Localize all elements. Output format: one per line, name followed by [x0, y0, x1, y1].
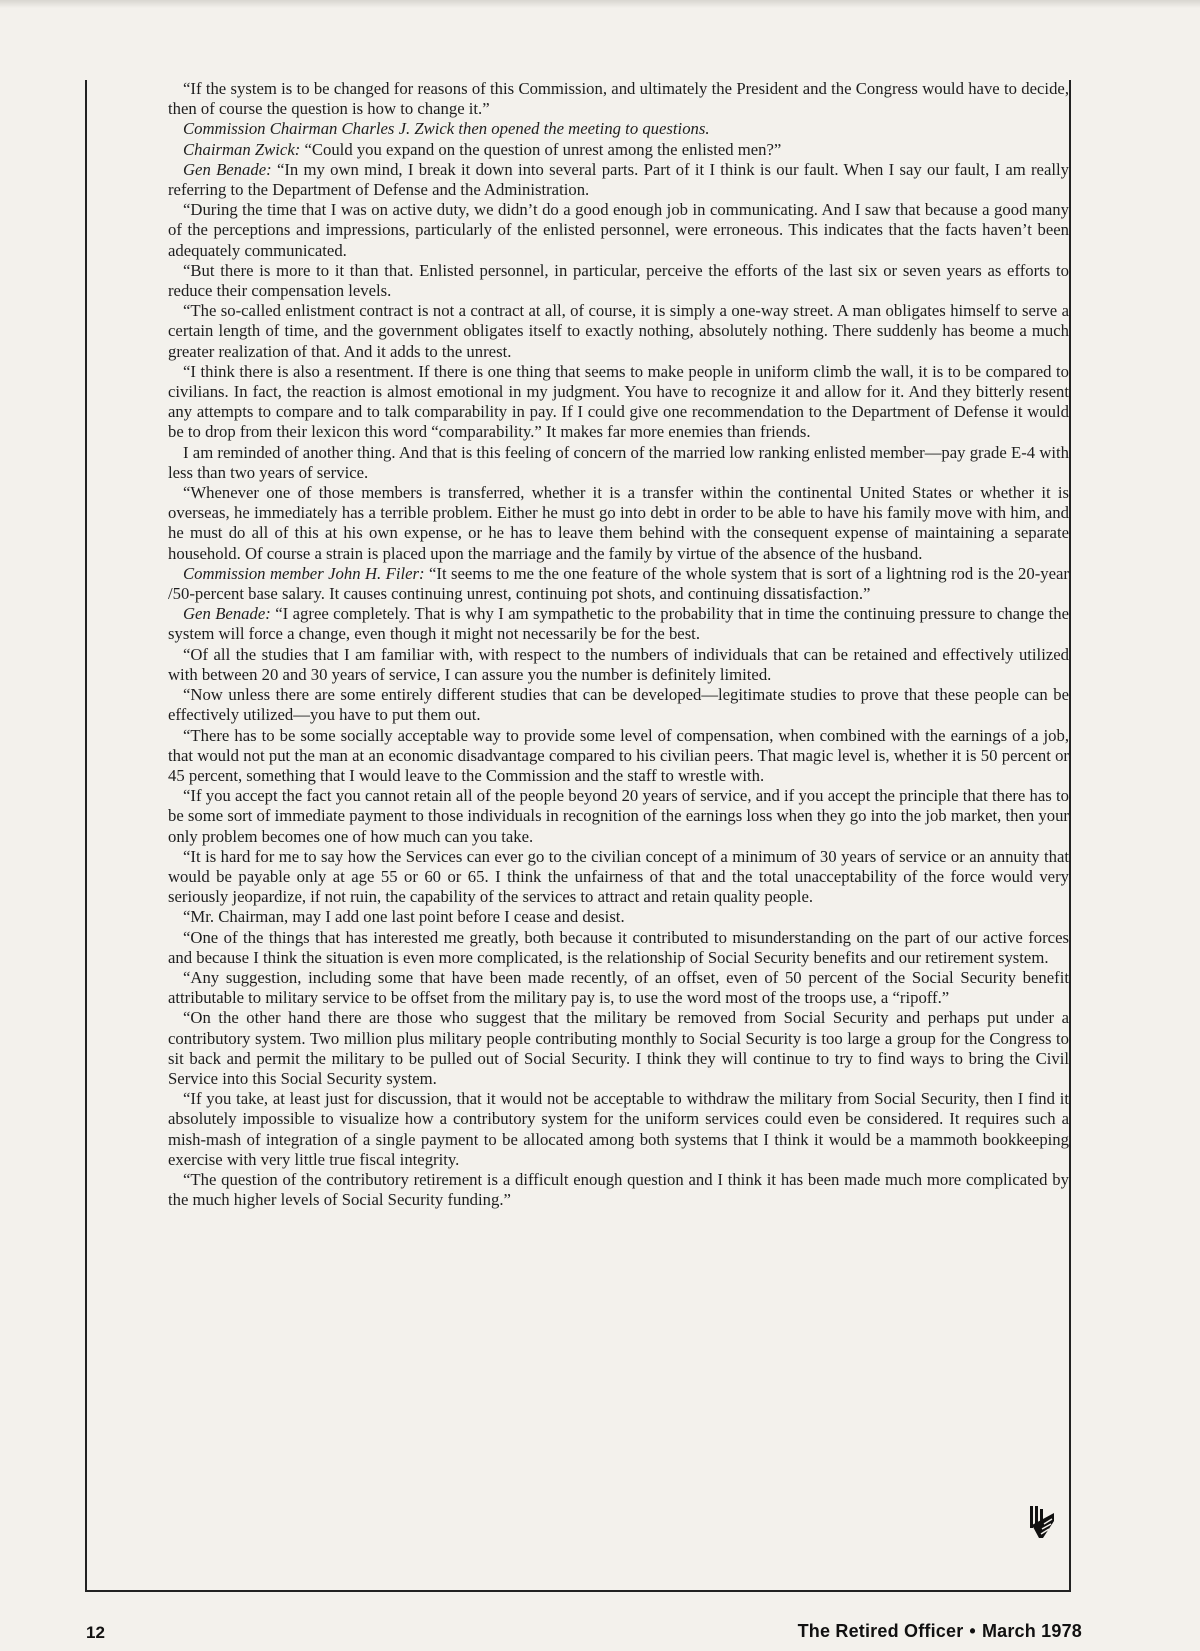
paragraph: “One of the things that has interested me greatly, both because it contributed to misunderstanding on the part of our active forces and because I think the situation is even more complicated, is the relationship of Social Security benefits and our retirement system. [168, 927, 1069, 967]
paragraph: “Now unless there are some entirely different studies that can be developed—legitimate studies to prove that these people can be effectively utilized—you have to put them out. [168, 685, 1069, 725]
paragraph: “The question of the contributory retirement is a difficult enough question and I think it has been made much more complicated by the much higher levels of Social Security funding.” [168, 1169, 1069, 1210]
magazine-title: The Retired Officer [797, 1621, 964, 1641]
paragraph: Gen Benade: “In my own mind, I break it down into several parts. Part of it I think is our fault. When I say our fault, I am really referring to the Department of Defense and the Administration. [168, 159, 1069, 200]
paragraph: “But there is more to it than that. Enlisted personnel, in particular, perceive the efforts of the last six or seven years as efforts to reduce their compensation levels. [168, 260, 1069, 301]
paragraph: “On the other hand there are those who suggest that the military be removed from Social Security and perhaps put under a contributory system. Two million plus military people contributing monthly to Social Security is too large a group for the Congress to sit back and permit the military to be pulled out of Social Security. I think they will continue to try to find ways to bring the Civil Service into this Social Security system. [168, 1008, 1069, 1088]
paragraph: “I think there is also a resentment. If there is one thing that seems to make people in uniform climb the wall, it is to be compared to civilians. In fact, the reaction is almost emotional in my judgment. You have to recognize it and allow for it. And they bitterly resent any attempts to compare and to talk comparability in pay. If I could give one recommendation to the Department of Defense it would be to drop from their lexicon this word “comparability.” It makes far more enemies than friends. [168, 361, 1069, 442]
scan-edge [0, 0, 1200, 8]
paragraph: “Mr. Chairman, may I add one last point before I cease and desist. [183, 907, 625, 927]
paragraph: “Of all the studies that I am familiar with, with respect to the numbers of individuals that can be retained and effectively utilized with between 20 and 30 years of service, I can assure you the number is definitely limited. [168, 644, 1069, 684]
paragraph: “If you accept the fact you cannot retain all of the people beyond 20 years of service, and if you accept the principle that there has to be some sort of immediate payment to those individuals in recognition of the earnings loss when they go into the job market, then your only problem becomes one of how much can you take. [168, 786, 1069, 846]
paragraph: I am reminded of another thing. And that is this feeling of concern of the married low ranking enlisted member—pay grade E-4 with less than two years of service. [168, 442, 1069, 482]
issue-date: March 1978 [981, 1621, 1082, 1641]
paragraph: “The so-called enlistment contract is not a contract at all, of course, it is simply a one-way street. A man obligates himself to serve a certain length of time, and the government obligates itself to exactly nothing, absolutely nothing. There suddenly has beome a much greater realization of that. And it adds to the unrest. [168, 301, 1069, 361]
separator-bullet: • [969, 1621, 976, 1641]
paragraph: Commission Chairman Charles J. Zwick then opened the meeting to questions. [183, 119, 710, 139]
paragraph: “If you take, at least just for discussion, that it would not be acceptable to withdraw the military from Social Security, then I find it absolutely impossible to visualize how a contributory system for the uniform services could even be considered. It requires such a mish-mash of integration of a single payment to be allocated among both systems that I think it would be a mammoth bookkeeping exercise with very little true fiscal integrity. [168, 1089, 1069, 1169]
paragraph: Commission member John H. Filer: “It seems to me the one feature of the whole system that is sort of a lightning rod is the 20-year /50-percent base salary. It causes continuing unrest, continuing pot shots, and continuing dissatisfaction.” [168, 563, 1069, 604]
paragraph: “During the time that I was on active duty, we didn’t do a good enough job in communicating. And I saw that because a good many of the perceptions and impressions, particularly of the enlisted personnel, were erroneous. This indicates that the facts haven’t been adequately communicated. [168, 200, 1069, 260]
paragraph: “It is hard for me to say how the Services can ever go to the civilian concept of a minimum of 30 years of service or an annuity that would be payable only at age 55 or 60 or 65. I think the unfairness of that and the total unacceptability of the force would very seriously jeopardize, if not ruin, the capability of the services to attract and retain quality people. [168, 846, 1069, 907]
publication-footer [798, 1621, 1082, 1642]
paragraph: “There has to be some socially acceptable way to provide some level of compensation, when combined with the earnings of a job, that would not put the man at an economic disadvantage compared to his civilian peers. That magic level is, whether it is 50 percent or 45 percent, something that I would leave to the Commission and the staff to wrestle with. [168, 725, 1069, 785]
paragraph: Gen Benade: “I agree completely. That is why I am sympathetic to the probability that in time the continuing pressure to change the system will force a change, even though it might not necessarily be for the best. [168, 604, 1069, 644]
paragraph: Chairman Zwick: “Could you expand on the question of unrest among the enlisted men?” [183, 139, 782, 159]
paragraph: “Any suggestion, including some that have been made recently, of an offset, even of 50 percent of the Social Security benefit attributable to military service to be offset from the military pay is, to use the word most of the troops use, a “ripoff.” [168, 967, 1069, 1008]
paragraph: “Whenever one of those members is transferred, whether it is a transfer within the continental United States or whether it is overseas, he immediately has a terrible problem. Either he must go into debt in order to be able to have his family move with him, and he must do all of this at his own expense, or he has to leave them behind with the consequent expense of maintaining a separate household. Of course a strain is placed upon the marriage and the family by virtue of the absence of the husband. [168, 483, 1069, 563]
end-mark-icon [1029, 1505, 1055, 1539]
page-number: 12 [86, 1623, 105, 1642]
paragraph: “If the system is to be changed for reasons of this Commission, and ultimately the President and the Congress would have to decide, then of course the question is how to change it.” [168, 79, 1069, 119]
article-body [168, 79, 1069, 1210]
